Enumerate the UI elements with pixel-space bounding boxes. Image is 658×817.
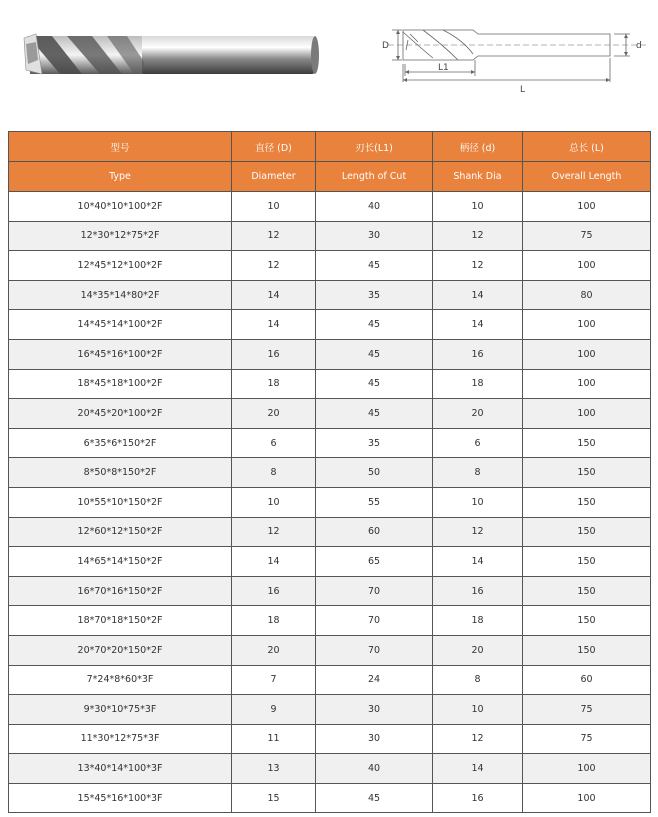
cell-length-cut: 30 — [316, 724, 433, 754]
cell-length-cut: 45 — [316, 783, 433, 813]
cell-type: 18*45*18*100*2F — [9, 369, 232, 399]
table-row — [9, 310, 651, 340]
cell-type: 8*50*8*150*2F — [9, 458, 232, 488]
cell-length-cut: 40 — [316, 754, 433, 784]
cell-shank-dia: 20 — [433, 635, 523, 665]
cell-shank-dia: 16 — [433, 576, 523, 606]
table-row — [9, 221, 651, 251]
cell-type: 11*30*12*75*3F — [9, 724, 232, 754]
cell-diameter: 12 — [232, 517, 316, 547]
cell-type: 16*70*16*150*2F — [9, 576, 232, 606]
cell-overall-length: 100 — [523, 251, 651, 281]
table-row — [9, 458, 651, 488]
cell-shank-dia: 20 — [433, 399, 523, 429]
header-type-cn: 型号 — [9, 132, 232, 162]
dimension-drawing — [378, 20, 654, 100]
header-row-cn — [9, 132, 651, 162]
table-row — [9, 695, 651, 725]
cell-overall-length: 100 — [523, 192, 651, 222]
cell-shank-dia: 14 — [433, 754, 523, 784]
cell-type: 12*60*12*150*2F — [9, 517, 232, 547]
cell-type: 9*30*10*75*3F — [9, 695, 232, 725]
table-row — [9, 487, 651, 517]
table-row — [9, 665, 651, 695]
cell-shank-dia: 12 — [433, 221, 523, 251]
cell-overall-length: 60 — [523, 665, 651, 695]
cell-overall-length: 75 — [523, 724, 651, 754]
table-row — [9, 428, 651, 458]
table-row — [9, 339, 651, 369]
cell-diameter: 20 — [232, 399, 316, 429]
table-row — [9, 369, 651, 399]
table-row — [9, 606, 651, 636]
cell-shank-dia: 14 — [433, 310, 523, 340]
label-d: d — [636, 41, 642, 51]
cell-length-cut: 70 — [316, 635, 433, 665]
table-row — [9, 399, 651, 429]
cell-overall-length: 150 — [523, 635, 651, 665]
cell-type: 13*40*14*100*3F — [9, 754, 232, 784]
cell-type: 12*30*12*75*2F — [9, 221, 232, 251]
cell-diameter: 14 — [232, 547, 316, 577]
cell-overall-length: 100 — [523, 310, 651, 340]
cell-length-cut: 45 — [316, 339, 433, 369]
header-diameter-cn: 直径 (D) — [232, 132, 316, 162]
cell-shank-dia: 12 — [433, 517, 523, 547]
cell-diameter: 13 — [232, 754, 316, 784]
cell-diameter: 11 — [232, 724, 316, 754]
cell-shank-dia: 18 — [433, 606, 523, 636]
cell-shank-dia: 14 — [433, 280, 523, 310]
cell-diameter: 16 — [232, 576, 316, 606]
cell-length-cut: 60 — [316, 517, 433, 547]
cell-overall-length: 150 — [523, 606, 651, 636]
cell-type: 10*55*10*150*2F — [9, 487, 232, 517]
cell-diameter: 6 — [232, 428, 316, 458]
header-shank-en: Shank Dia — [433, 162, 523, 192]
cell-length-cut: 35 — [316, 428, 433, 458]
cell-overall-length: 150 — [523, 428, 651, 458]
cell-length-cut: 40 — [316, 192, 433, 222]
cell-type: 14*35*14*80*2F — [9, 280, 232, 310]
cell-length-cut: 45 — [316, 369, 433, 399]
end-mill-photo — [22, 30, 320, 80]
cell-type: 12*45*12*100*2F — [9, 251, 232, 281]
header-row-en — [9, 162, 651, 192]
label-D: D — [382, 41, 389, 51]
table-row — [9, 754, 651, 784]
header-length-cut-cn: 刃长(L1) — [316, 132, 433, 162]
cell-shank-dia: 10 — [433, 695, 523, 725]
cell-length-cut: 45 — [316, 310, 433, 340]
cell-shank-dia: 12 — [433, 724, 523, 754]
cell-type: 18*70*18*150*2F — [9, 606, 232, 636]
cell-shank-dia: 10 — [433, 487, 523, 517]
cell-type: 20*70*20*150*2F — [9, 635, 232, 665]
cell-length-cut: 70 — [316, 576, 433, 606]
cell-overall-length: 100 — [523, 399, 651, 429]
cell-type: 6*35*6*150*2F — [9, 428, 232, 458]
cell-length-cut: 24 — [316, 665, 433, 695]
cell-diameter: 8 — [232, 458, 316, 488]
cell-shank-dia: 6 — [433, 428, 523, 458]
cell-length-cut: 30 — [316, 695, 433, 725]
cell-shank-dia: 8 — [433, 458, 523, 488]
cell-overall-length: 150 — [523, 458, 651, 488]
cell-overall-length: 150 — [523, 487, 651, 517]
cell-overall-length: 75 — [523, 695, 651, 725]
label-L1: L1 — [438, 63, 449, 73]
cell-type: 14*45*14*100*2F — [9, 310, 232, 340]
header-length-cut-en: Length of Cut — [316, 162, 433, 192]
cell-length-cut: 55 — [316, 487, 433, 517]
cell-diameter: 9 — [232, 695, 316, 725]
header-overall-en: Overall Length — [523, 162, 651, 192]
cell-type: 15*45*16*100*3F — [9, 783, 232, 813]
cell-diameter: 10 — [232, 192, 316, 222]
cell-overall-length: 150 — [523, 547, 651, 577]
cell-shank-dia: 14 — [433, 547, 523, 577]
cell-overall-length: 150 — [523, 517, 651, 547]
cell-diameter: 18 — [232, 606, 316, 636]
cell-diameter: 16 — [232, 339, 316, 369]
cell-shank-dia: 16 — [433, 339, 523, 369]
table-row — [9, 280, 651, 310]
header-overall-cn: 总长 (L) — [523, 132, 651, 162]
table-row — [9, 635, 651, 665]
table-row — [9, 576, 651, 606]
header-diameter-en: Diameter — [232, 162, 316, 192]
cell-diameter: 14 — [232, 310, 316, 340]
header-type-en: Type — [9, 162, 232, 192]
cell-type: 7*24*8*60*3F — [9, 665, 232, 695]
cell-length-cut: 45 — [316, 251, 433, 281]
table-row — [9, 517, 651, 547]
header-shank-cn: 柄径 (d) — [433, 132, 523, 162]
table-row — [9, 724, 651, 754]
cell-length-cut: 65 — [316, 547, 433, 577]
cell-type: 10*40*10*100*2F — [9, 192, 232, 222]
cell-overall-length: 100 — [523, 369, 651, 399]
table-row — [9, 251, 651, 281]
cell-diameter: 20 — [232, 635, 316, 665]
cell-diameter: 12 — [232, 221, 316, 251]
cell-length-cut: 30 — [316, 221, 433, 251]
label-L: L — [520, 85, 526, 95]
cell-type: 16*45*16*100*2F — [9, 339, 232, 369]
cell-shank-dia: 18 — [433, 369, 523, 399]
cell-overall-length: 80 — [523, 280, 651, 310]
cell-overall-length: 100 — [523, 339, 651, 369]
cell-shank-dia: 12 — [433, 251, 523, 281]
cell-diameter: 10 — [232, 487, 316, 517]
table-row — [9, 192, 651, 222]
cell-shank-dia: 16 — [433, 783, 523, 813]
cell-length-cut: 45 — [316, 399, 433, 429]
cell-diameter: 18 — [232, 369, 316, 399]
cell-overall-length: 75 — [523, 221, 651, 251]
cell-diameter: 15 — [232, 783, 316, 813]
table-row — [9, 783, 651, 813]
cell-overall-length: 100 — [523, 783, 651, 813]
cell-shank-dia: 10 — [433, 192, 523, 222]
cell-overall-length: 100 — [523, 754, 651, 784]
cell-diameter: 7 — [232, 665, 316, 695]
cell-length-cut: 35 — [316, 280, 433, 310]
cell-length-cut: 70 — [316, 606, 433, 636]
cell-diameter: 12 — [232, 251, 316, 281]
cell-overall-length: 150 — [523, 576, 651, 606]
cell-shank-dia: 8 — [433, 665, 523, 695]
spec-table — [8, 131, 651, 813]
cell-type: 14*65*14*150*2F — [9, 547, 232, 577]
cell-length-cut: 50 — [316, 458, 433, 488]
cell-type: 20*45*20*100*2F — [9, 399, 232, 429]
cell-diameter: 14 — [232, 280, 316, 310]
table-row — [9, 547, 651, 577]
